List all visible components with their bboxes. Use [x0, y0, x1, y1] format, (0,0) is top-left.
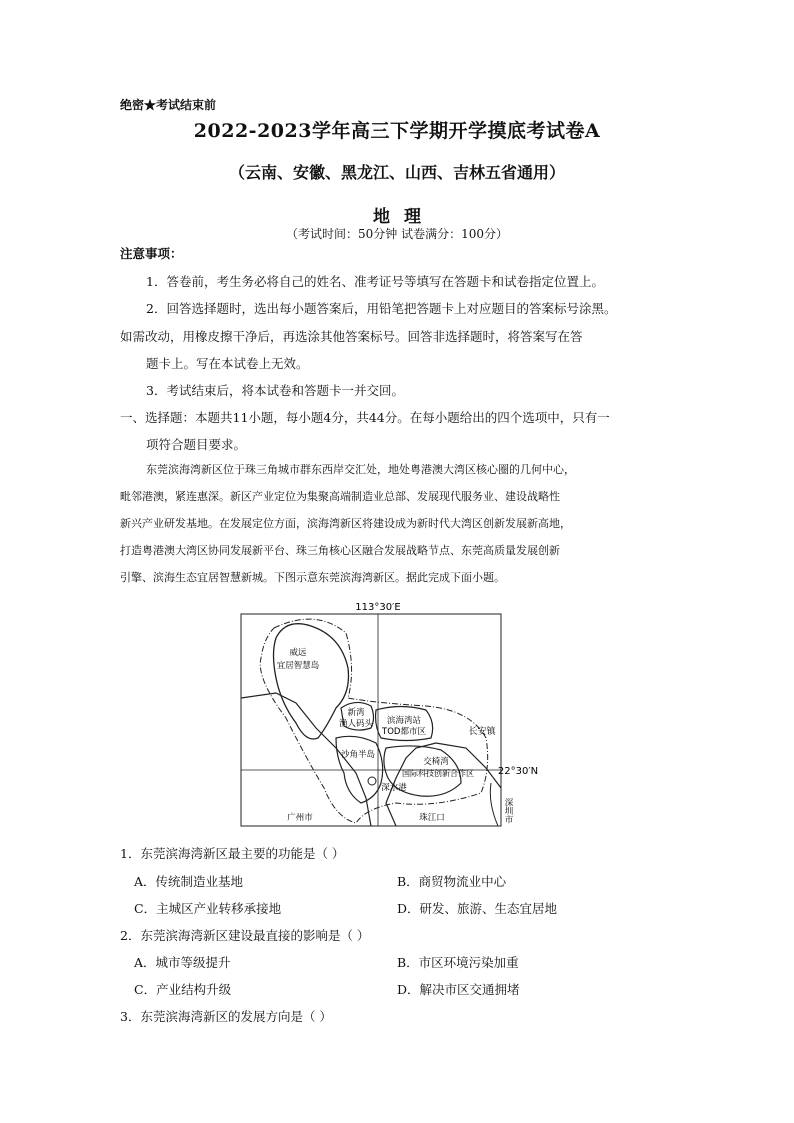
- section-heading-cont: 项符合题目要求。: [146, 437, 247, 452]
- question-2-option-c: C．产业结构升级: [134, 982, 232, 997]
- question-2-option-b: B．市区环境污染加重: [397, 955, 519, 970]
- note-item-2: 2．回答选择题时，选出每小题答案后，用铅笔把答题卡上对应题目的答案标号涂黑。: [146, 301, 617, 316]
- question-2-option-a: A．城市等级提升: [134, 955, 231, 970]
- note-item-2-cont: 如需改动，用橡皮擦干净后，再选涂其他答案标号。回答非选择题时，将答案写在答: [120, 329, 583, 344]
- question-1-option-c: C．主城区产业转移承接地: [134, 901, 282, 916]
- latitude-label: 22°30′N: [497, 766, 539, 777]
- xinwan-label: 新湾: [347, 708, 365, 718]
- subject-title: 地理: [373, 207, 435, 227]
- zhujiangkou-label: 珠江口: [419, 813, 445, 823]
- jiaoyi-label-2: 国际科技创新合作区: [402, 769, 474, 778]
- weiyuan-label-2: 宜居智慧岛: [276, 661, 320, 671]
- guangzhou-label: 广州市: [287, 813, 313, 823]
- jiaoyi-label: 交椅湾: [423, 757, 449, 767]
- exam-subtitle: （云南、安徽、黑龙江、山西、吉林五省通用）: [228, 163, 565, 182]
- binhai-bay-map: [236, 598, 566, 830]
- deep-water-port-marker: [368, 777, 376, 785]
- exam-title: 2022-2023学年高三下学期开学摸底考试卷A: [193, 120, 601, 142]
- passage-line-5: 引擎、滨海生态宜居智慧新城。下图示意东莞滨海湾新区。据此完成下面小题。: [120, 571, 505, 584]
- changan-label: 长安镇: [468, 727, 496, 737]
- xinwan-label-2: 渔人码头: [338, 719, 374, 729]
- section-heading: 一、选择题：本题共11小题，每小题4分，共44分。在每小题给出的四个选项中，只有一: [120, 410, 610, 425]
- note-item-2-end: 题卡上。写在本试卷上无效。: [146, 356, 309, 371]
- shajiao-label: 沙角半岛: [340, 750, 376, 760]
- question-1-option-d: D．研发、旅游、生态宜居地: [397, 901, 558, 916]
- station-label-2: TOD都市区: [382, 727, 426, 737]
- shenzhen-label: 深圳市: [503, 798, 513, 824]
- passage-line-3: 新兴产业研发基地。在发展定位方面，滨海湾新区将建设成为新时代大湾区创新发展新高地，: [120, 517, 571, 530]
- notes-heading: 注意事项：: [120, 246, 183, 261]
- station-label: 滨海湾站: [386, 716, 422, 726]
- shenzhen-boundary: [490, 783, 498, 826]
- question-2-stem: 2．东莞滨海湾新区建设最直接的影响是（ ）: [120, 928, 370, 943]
- note-item-1: 1．答卷前，考生务必将自己的姓名、准考证号等填写在答题卡和试卷指定位置上。: [146, 274, 604, 289]
- question-3-stem: 3．东莞滨海湾新区的发展方向是（ ）: [120, 1009, 332, 1024]
- passage-line-4: 打造粤港澳大湾区协同发展新平台、珠三角核心区融合发展战略节点、东莞高质量发展创新: [120, 544, 560, 557]
- deep-water-port-label: 深水港: [381, 783, 407, 793]
- passage-line-1: 东莞滨海湾新区位于珠三角城市群东西岸交汇处，地处粤港澳大湾区核心圈的几何中心，: [146, 463, 575, 476]
- question-1-stem: 1．东莞滨海湾新区最主要的功能是（ ）: [120, 846, 345, 861]
- passage-line-2: 毗邻港澳，紧连惠深。新区产业定位为集聚高端制造业总部、发展现代服务业、建设战略性: [120, 490, 560, 503]
- weiyuan-label: 威远: [289, 648, 307, 658]
- longitude-label: 113°30′E: [355, 602, 401, 613]
- question-2-option-d: D．解决市区交通拥堵: [397, 982, 520, 997]
- question-1-option-a: A．传统制造业基地: [134, 874, 244, 889]
- confidential-label: 绝密★考试结束前: [120, 98, 217, 112]
- question-1-option-b: B．商贸物流业中心: [397, 874, 507, 889]
- note-item-3: 3．考试结束后，将本试卷和答题卡一并交回。: [146, 383, 404, 398]
- exam-info: （考试时间：50分钟 试卷满分：100分）: [286, 227, 508, 241]
